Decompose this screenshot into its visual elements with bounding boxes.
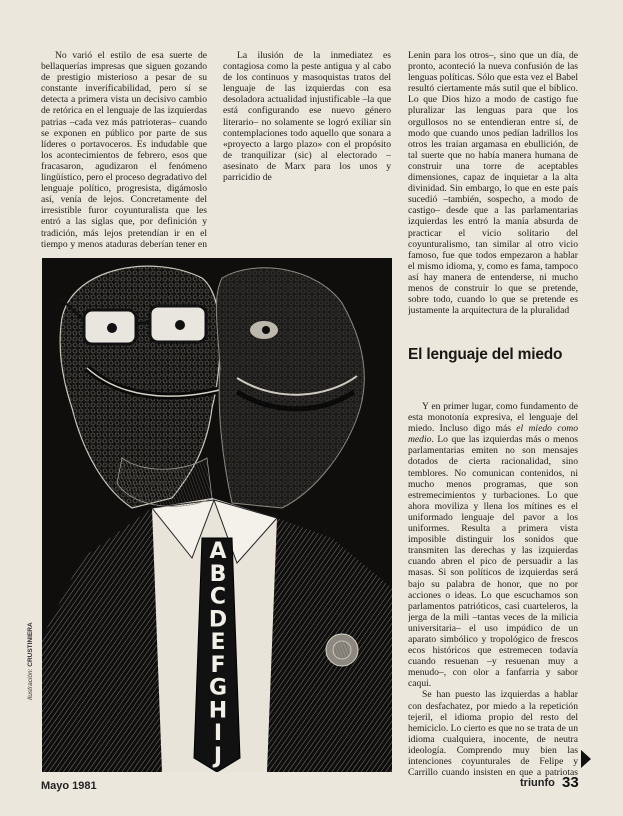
emphasis-text: el miedo como medio (408, 423, 578, 446)
footer-brand: triunfo (520, 777, 555, 789)
paragraph-izquierdas: Se han puesto las izquierdas a hablar con desfachatez, por miedo a la repetición tejeril, el idioma propio del resto del hemiciclo. Lo cierto es que no se trata de un idioma cualquiera, inocente, de neutra ideología. Comprendo muy bien las intenciones coyunturales de Felipe y Carrillo cuando insisten en que a patriotas (408, 689, 578, 779)
article-column-2 (223, 50, 391, 250)
article-column-1 (41, 50, 207, 250)
footer-date: Mayo 1981 (41, 780, 97, 792)
page-number: 33 (562, 774, 579, 791)
illustration (42, 258, 392, 772)
column-2-text: La ilusión de la inmediatez es contagiosa como la peste antigua y al cabo de los continuos y masoquistas tratos del lenguaje de las izquierdas con esa desoladora actualidad injustificable –la que está configurando ese nuevo género literario– no solamente se logró exiliar sin contemplaciones todo aquello que sonara a «proyecto a largo plazo» con el propósito de tranquilizar (sic) al electorado –asesinato de Marx para los unos y parricidio de (223, 50, 391, 184)
tie-letter: G (208, 675, 228, 701)
tie-letter: C (209, 584, 227, 610)
section-heading: El lenguaje del miedo (408, 346, 563, 363)
tie-letter: A (209, 539, 227, 564)
tie-letter: D (208, 607, 228, 633)
column-3-text: Lenin para los otros–, sino que un día, de pronto, aconteció la nueva confusión de las lenguas políticas. Sólo que esta vez el Babel resultó ciertamente más sutil que el bíblico. Lo que Dios hizo a modo de castigo fue pluralizar las lenguas para que los orgullosos no se entendieran entre sí, de modo que cuando unos pedían ladrillos los otros les traían argamasa en ebullición, de tal suerte que no había manera humana de construir una torre de aceptables dimensiones, capaz de inquietar a la alta divinidad. Sin embargo, lo que en este país sucedió –también, sospecho, a modo de castigo– desde que a las parlamentarias izquierdas les entró la manía absurda de practicar el vicio solitario del coyunturalismo, tan similar al otro vicio famoso, fue que todos empezaron a hablar el mismo idioma, y, como es fama, tampoco así hay manera de entenderse, ni mucho menos de construir lo que se pretende, sobre todo, cuando lo que se pretende es justamente la arquitectura de la pluralidad (408, 50, 578, 317)
tie-letter: H (208, 698, 228, 724)
tie-letter: F (210, 652, 226, 678)
tie-letter: I (213, 721, 223, 747)
article-column-3 (408, 50, 578, 330)
tie-letter: E (210, 630, 226, 656)
tie-letter: J (213, 744, 223, 769)
article-column-3-continued (408, 401, 578, 779)
illustration-credit: Ilustración: CRUSTINIERA (27, 622, 34, 700)
continue-arrow-icon (581, 750, 591, 768)
column-1-text: No varió el estilo de esa suerte de bellaquerías impresas que siguen gozando de prestigio misterioso a pesar de su constante inverificabilidad, pero sí se detecta a primera vista un decisivo cambio de retórica en el lenguaje de las izquierdas patrias –cada vez más patrioteras– cuando se exponen en público por parte de sus líderes o portavoceros. Es indudable que los acontecimientos de febrero, esos que fracasaron, agudizaron el fenómeno lingüístico, pero el proceso degradativo del lenguaje político, progresista, digámoslo así, venía de lejos. Concretamente del irresistible furor coyunturalista que les entró a las siglas que, por definición y tradición, más lejos pretendían ir en el tiempo y menos ataduras deberían tener en (41, 50, 207, 250)
illustration-drawing (42, 258, 392, 772)
tie-letter: B (209, 561, 227, 587)
paragraph-miedo: Y en primer lugar, como fundamento de esta monotonía expresiva, el lenguaje del miedo. Incluso digo más el miedo como medio. Lo que las izquierdas más o menos parlamentarias emiten no son mensajes dotados de cierta racionalidad, sino temblores. No comunican contenidos, ni mucho menos programas, que son estremecimientos y turbaciones. Lo que ahora moviliza y llena los mítines es el uniformado lenguaje del pavor a los uniformes. Resulta a primera vista imposible distinguir los sonidos que transmiten las derechas y las izquierdas cuando abren el pico de persuadir a las masas. Si son políticos de izquierdas será bajo su palabra de honor, que no por acciones o ideas. Lo que escuchamos son parlamentos patrióticos, casi cuarteleros, la jerga de la mili –tantas veces de la milicia universitaria– el uso impúdico de un aparato simbólico y tropológico de frescos ecos históricos que estremecen todavía cuando resuenan –y resuenan muy a menudo–, con olor a fanfarria y sabor caqui. (408, 401, 578, 690)
